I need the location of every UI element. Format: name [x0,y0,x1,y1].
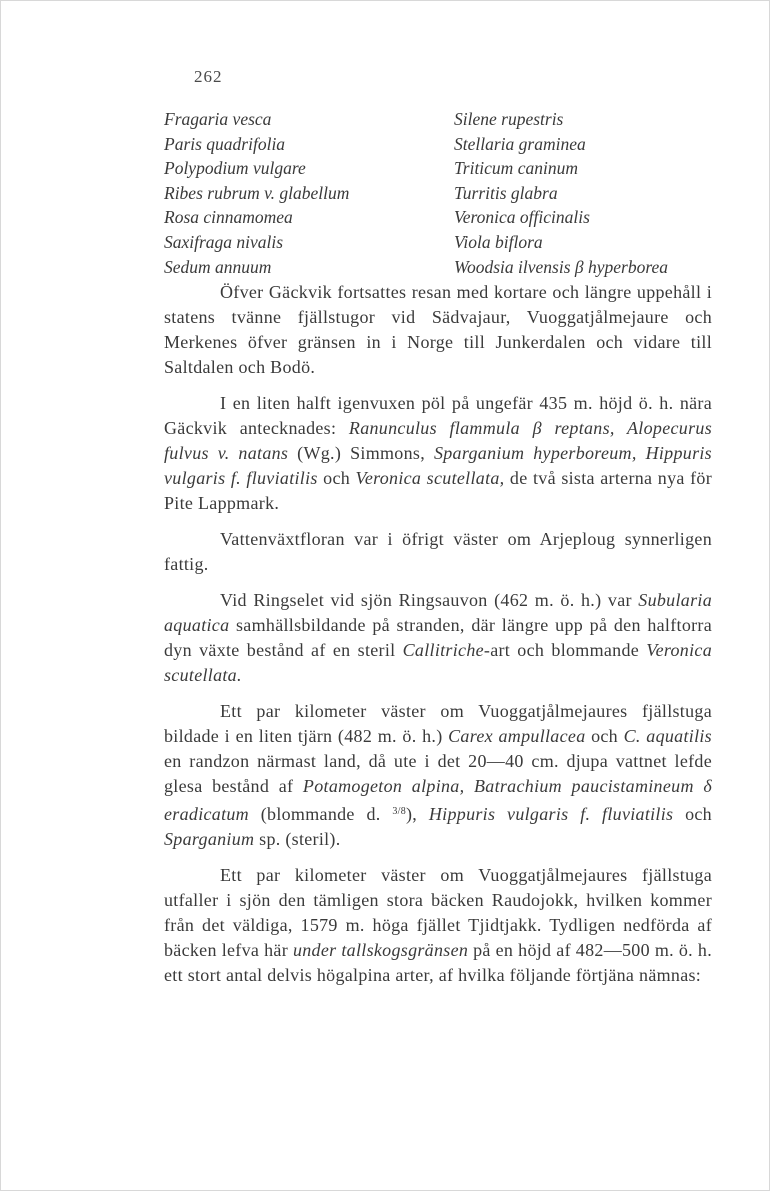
species-name: C. aquatilis [623,726,712,747]
species-item: Sedum annuum [164,256,272,277]
species-column-right [454,107,712,279]
species-name: Potamogeton alpina, Batrachium paucistamineum δ eradicatum [164,776,712,825]
species-item: Rosa cinnamomea [164,207,293,228]
species-item: Triticum caninum [454,158,578,179]
species-list [164,107,712,279]
text-run: på en höjd af 482—500 m. ö. h. ett stort antal delvis högalpina arter, af hvilka följande förtjäna nämnas: [164,940,712,986]
paragraph-2 [164,391,712,516]
species-name: Ranunculus flammula β reptans, Alopecurus fulvus v. natans [164,418,712,464]
text-run: de två sista arterna nya för Pite Lappmark. [164,468,713,514]
species-name: Hippuris vulgaris f. fluviatilis [428,804,674,825]
date-fraction: 3/8 [392,806,407,818]
species-name: Carex ampullacea [448,726,586,747]
paragraph-1: Öfver Gäckvik fortsattes resan med kortare och längre uppehåll i statens tvänne fjällstugor vid Sädvajaur, Vuoggatjålmejaure och Merkenes öfver gränsen in i Norge till Junkerdalen och vidare till Saltdalen och Bodö. [164,282,712,378]
text-run: I en liten halft igenvuxen pöl på ungefär 435 m. höjd ö. h. nära Gäckvik antecknades: [164,393,712,439]
text-run: och [585,726,624,747]
text-run: Ett par kilometer väster om Vuoggatjålmejaures fjällstuga bildade i en liten tjärn (482 m. ö. h.) [164,701,712,747]
emphasis: under tallskogsgränsen [292,940,469,961]
text-run: och [317,468,356,489]
text-run: Vid Ringselet vid sjön Ringsauvon (462 m. ö. h.) var [220,590,639,611]
text-run: ), [406,804,429,825]
paragraph-3: Vattenväxtfloran var i öfrigt väster om Arjeploug synnerligen fattig. [164,529,712,575]
text-run: samhällsbildande på stranden, där längre upp på den halftorra dyn växte bestånd af en steril [164,615,712,661]
species-name: Sparganium [164,829,255,850]
species-name: Veronica scutellata. [164,640,712,686]
species-item: Veronica officinalis [454,207,590,228]
species-name: Veronica scutellata, [355,468,505,489]
species-item: Viola biflora [454,231,543,252]
species-item: Ribes rubrum v. glabellum [164,182,350,203]
species-item: Woodsia ilvensis β hyperborea [454,256,668,277]
text-run: och [673,804,712,825]
species-item: Fragaria vesca [164,109,272,129]
paragraph-4 [164,588,712,688]
species-item: Saxifraga nivalis [164,231,284,252]
species-item: Silene rupestris [454,109,564,129]
book-page [164,64,712,988]
species-name: Callitriche [402,640,484,661]
species-name: Sparganium hyperboreum, Hippuris vulgaris f. fluviatilis [164,443,712,489]
species-column-left [164,107,454,279]
paragraph-5 [164,699,712,852]
page-number: 262 [194,67,223,86]
species-item: Turritis glabra [454,182,558,203]
text-run: (Wg.) Simmons, [288,443,434,464]
text-run: en randzon närmast land, då ute i det 20—40 cm. djupa vattnet lefde glesa bestånd af [164,751,712,797]
text-run: -art och blommande [483,640,647,661]
species-item: Polypodium vulgare [164,158,306,179]
paragraph-6 [164,863,712,988]
text-run: Ett par kilometer väster om Vuoggatjålmejaures fjällstuga utfaller i sjön den tämligen stora bäcken Raudojokk, hvilken kommer från det väldiga, 1579 m. höga fjället Tjidtjakk. Tydligen nedförda af bäcken lefva här [164,865,712,961]
species-item: Stellaria graminea [454,133,586,154]
text-run: sp. (steril). [254,829,341,850]
species-name: Subularia aquatica [164,590,712,636]
species-item: Paris quadrifolia [164,133,286,154]
text-run: (blommande d. [248,804,393,825]
